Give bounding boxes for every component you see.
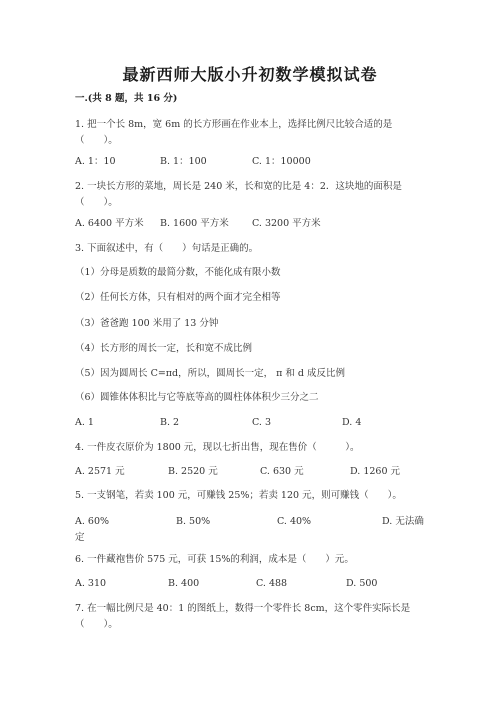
question-3-statement-1: （1）分母是质数的最简分数，不能化成有限小数 (75, 267, 281, 278)
question-3-statement-5: （5）因为圆周长 C=πd，所以，圆周长一定， π 和 d 成反比例 (75, 368, 346, 379)
question-1-line-1: 1. 把一个长 8m，宽 6m 的长方形画在作业本上，选择比例尺比较合适的是 (75, 119, 393, 130)
question-3-option-c: C. 3 (252, 417, 272, 428)
question-1-option-a: A. 1：10 (75, 156, 116, 167)
question-4-option-b: B. 2520 元 (168, 466, 218, 477)
question-4-option-c: C. 630 元 (260, 466, 304, 477)
section-header: 一.(共 8 题，共 16 分) (75, 93, 178, 104)
question-3-statement-6: （6）圆锥体体积比与它等底等高的圆柱体体积少三分之二 (75, 392, 319, 403)
page-title: 最新西师大版小升初数学模拟试卷 (122, 65, 378, 84)
question-3-statement-2: （2）任何长方体，只有相对的两个面才完全相等 (75, 292, 281, 303)
question-6-option-b: B. 400 (168, 578, 200, 589)
question-3-statement-4: （4）长方形的周长一定，长和宽不成比例 (75, 343, 253, 354)
question-1-option-b: B. 1：100 (160, 156, 207, 167)
question-3-stem: 3. 下面叙述中，有（ ）句话是正确的。 (75, 243, 259, 254)
question-5-option-d-continued: 定 (75, 532, 85, 543)
question-2-line-2: （ ）。 (75, 197, 118, 208)
question-2-option-b: B. 1600 平方米 (160, 218, 229, 229)
question-1-line-2: （ ）。 (75, 135, 118, 146)
question-6-option-a: A. 310 (75, 578, 107, 589)
question-3-option-a: A. 1 (75, 417, 94, 428)
question-7-line-1: 7. 在一幅比例尺是 40：1 的图纸上，数得一个零件长 8cm，这个零件实际长是 (75, 603, 411, 614)
question-4-stem: 4. 一件皮衣原价为 1800 元，现以七折出售，现在售价（ ）。 (75, 442, 360, 453)
question-6-option-d: D. 500 (346, 578, 378, 589)
question-2-option-c: C. 3200 平方米 (252, 218, 321, 229)
question-2-line-1: 2. 一块长方形的菜地，周长是 240 米，长和宽的比是 4：2．这块地的面积是 (75, 181, 402, 192)
question-6-stem: 6. 一件藏袍售价 575 元，可获 15%的利润，成本是（ ）元。 (75, 554, 354, 565)
question-5-option-d: D. 无法确 (382, 516, 424, 527)
question-1-option-c: C. 1：10000 (252, 156, 311, 167)
question-3-option-d: D. 4 (342, 417, 362, 428)
question-5-option-a: A. 60% (75, 516, 110, 527)
question-4-option-d: D. 1260 元 (350, 466, 401, 477)
question-3-statement-3: （3）爸爸跑 100 米用了 13 分钟 (75, 318, 219, 329)
question-5-stem: 5. 一支钢笔，若卖 100 元，可赚钱 25%；若卖 120 元，则可赚钱（ ）。 (75, 490, 402, 501)
question-2-option-a: A. 6400 平方米 (75, 218, 144, 229)
question-6-option-c: C. 488 (256, 578, 288, 589)
question-3-option-b: B. 2 (160, 417, 180, 428)
question-7-line-2: （ ）。 (75, 619, 118, 630)
question-4-option-a: A. 2571 元 (75, 466, 125, 477)
question-5-option-b: B. 50% (176, 516, 211, 527)
question-5-option-c: C. 40% (277, 516, 312, 527)
